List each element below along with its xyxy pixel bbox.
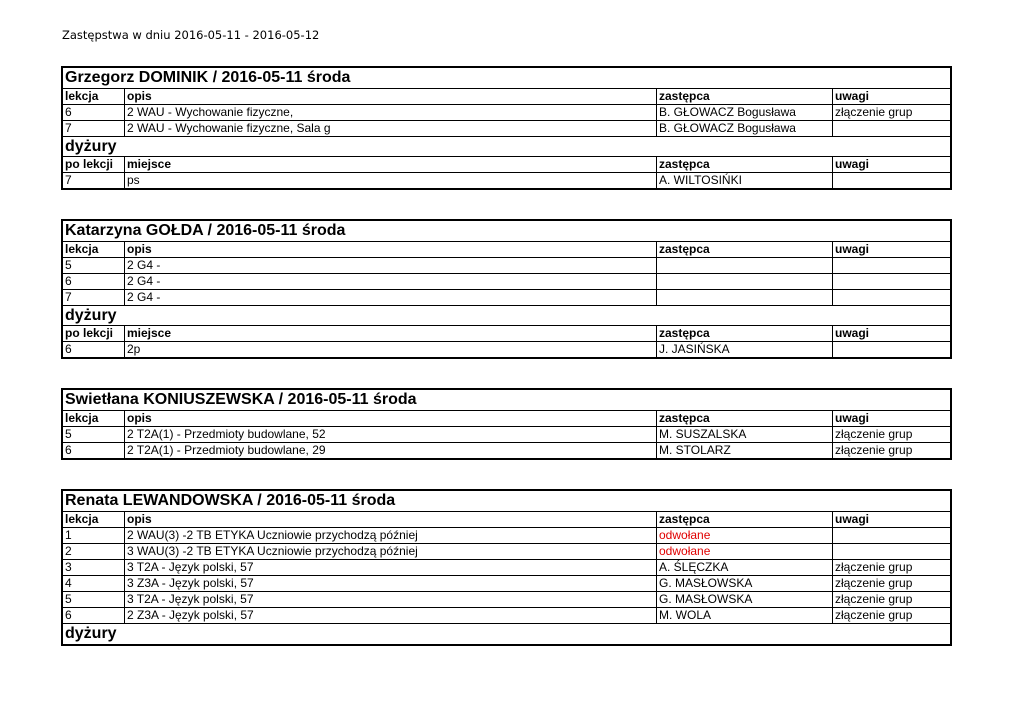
table-header [63, 411, 950, 427]
teacher-title: Renata LEWANDOWSKA / 2016-05-11 środa [63, 491, 950, 512]
table-row [63, 443, 950, 458]
lekcja-cell: 6 [63, 608, 125, 623]
teacher-title: Katarzyna GOŁDA / 2016-05-11 środa [63, 221, 950, 242]
zastepca-cell [657, 290, 833, 305]
zastepca-cell: B. GŁOWACZ Bogusława [657, 105, 833, 120]
uwagi-cell [833, 121, 950, 136]
table-row [63, 427, 950, 443]
miejsce-cell: 2p [125, 342, 657, 357]
opis-cell: 2 T2A(1) - Przedmioty budowlane, 52 [125, 427, 657, 442]
zastepca-cell: odwołane [657, 544, 833, 559]
opis-cell: 2 WAU - Wychowanie fizyczne, [125, 105, 657, 120]
opis-cell: 3 WAU(3) -2 TB ETYKA Uczniowie przychodzą później [125, 544, 657, 559]
table-row [63, 608, 950, 624]
col-zastepca: zastępca [657, 242, 833, 257]
col-zastepca: zastępca [657, 512, 833, 527]
uwagi-cell: złączenie grup [835, 443, 913, 457]
miejsce-cell: ps [125, 173, 657, 188]
lekcja-cell: 5 [63, 258, 125, 273]
po-lekcji-cell: 6 [63, 342, 125, 357]
uwagi-cell: złączenie grup [835, 427, 913, 441]
opis-cell: 3 Z3A - Język polski, 57 [125, 576, 657, 591]
zastepca-cell: J. JASIŃSKA [657, 342, 833, 357]
uwagi-cell: złączenie grup [835, 576, 913, 590]
col-uwagi: uwagi [835, 242, 870, 256]
col-lekcja: lekcja [63, 512, 125, 527]
opis-cell: 2 G4 - [125, 258, 657, 273]
lekcja-cell: 7 [63, 290, 125, 305]
teacher-block-dominik [61, 66, 952, 190]
col-lekcja: lekcja [63, 242, 125, 257]
table-row [63, 105, 950, 121]
col-uwagi: uwagi [835, 89, 870, 103]
zastepca-cell: G. MASŁOWSKA [657, 576, 833, 591]
uwagi-cell: złączenie grup [835, 592, 913, 606]
table-row [63, 121, 950, 137]
uwagi-cell [833, 342, 950, 357]
duty-header [63, 326, 950, 342]
col-miejsce: miejsce [125, 157, 657, 172]
table-row [63, 528, 950, 544]
uwagi-cell [833, 544, 950, 559]
opis-cell: 2 G4 - [125, 274, 657, 289]
table-row [63, 258, 950, 274]
opis-cell: 2 WAU - Wychowanie fizyczne, Sala g [125, 121, 657, 136]
lekcja-cell: 6 [63, 274, 125, 289]
lekcja-cell: 5 [63, 592, 125, 607]
uwagi-cell: złączenie grup [835, 608, 913, 622]
lekcja-cell: 3 [63, 560, 125, 575]
col-lekcja: lekcja [63, 89, 125, 104]
zastepca-cell: A. WILTOSIŃKI [657, 173, 833, 188]
teacher-title: Grzegorz DOMINIK / 2016-05-11 środa [63, 68, 950, 89]
zastepca-cell: A. ŚLĘCZKA [657, 560, 833, 575]
teacher-block-lewandowska [61, 489, 952, 646]
col-zastepca: zastępca [657, 326, 833, 341]
teacher-block-koniuszewska [61, 388, 952, 460]
col-opis: opis [125, 411, 657, 426]
col-zastepca: zastępca [657, 157, 833, 172]
po-lekcji-cell: 7 [63, 173, 125, 188]
opis-cell: 3 T2A - Język polski, 57 [125, 592, 657, 607]
col-miejsce: miejsce [125, 326, 657, 341]
lekcja-cell: 6 [63, 105, 125, 120]
duty-heading: dyżury [63, 137, 950, 157]
col-zastepca: zastępca [657, 89, 833, 104]
zastepca-cell: odwołane [657, 528, 833, 543]
zastepca-cell: M. SUSZALSKA [657, 427, 833, 442]
duty-heading: dyżury [63, 306, 950, 326]
opis-cell: 2 Z3A - Język polski, 57 [125, 608, 657, 623]
duty-row [63, 342, 950, 357]
table-row [63, 290, 950, 306]
uwagi-cell [833, 258, 950, 273]
lekcja-cell: 1 [63, 528, 125, 543]
zastepca-cell: B. GŁOWACZ Bogusława [657, 121, 833, 136]
table-header [63, 89, 950, 105]
col-opis: opis [125, 89, 657, 104]
col-opis: opis [125, 512, 657, 527]
uwagi-cell [833, 528, 950, 543]
table-row [63, 576, 950, 592]
lekcja-cell: 7 [63, 121, 125, 136]
col-opis: opis [125, 242, 657, 257]
teacher-title: Swietłana KONIUSZEWSKA / 2016-05-11 środa [63, 390, 950, 411]
duty-header [63, 157, 950, 173]
uwagi-cell [833, 290, 950, 305]
table-row [63, 274, 950, 290]
lekcja-cell: 5 [63, 427, 125, 442]
uwagi-cell: złączenie grup [835, 560, 913, 574]
col-uwagi: uwagi [835, 411, 870, 425]
page-header: Zastępstwa w dniu 2016-05-11 - 2016-05-12 [62, 28, 320, 42]
col-zastepca: zastępca [657, 411, 833, 426]
table-header [63, 242, 950, 258]
table-row [63, 544, 950, 560]
table-row [63, 592, 950, 608]
duty-heading: dyżury [65, 625, 117, 642]
uwagi-cell [833, 274, 950, 289]
col-uwagi: uwagi [835, 326, 870, 340]
table-header [63, 512, 950, 528]
col-lekcja: lekcja [63, 411, 125, 426]
col-po-lekcji: po lekcji [63, 326, 125, 341]
uwagi-cell [833, 173, 950, 188]
teacher-block-golda [61, 219, 952, 359]
zastepca-cell [657, 274, 833, 289]
lekcja-cell: 4 [63, 576, 125, 591]
opis-cell: 2 T2A(1) - Przedmioty budowlane, 29 [125, 443, 657, 458]
col-po-lekcji: po lekcji [63, 157, 125, 172]
opis-cell: 2 G4 - [125, 290, 657, 305]
table-row [63, 560, 950, 576]
duty-row [63, 173, 950, 188]
uwagi-cell: złączenie grup [835, 105, 913, 119]
zastepca-cell [657, 258, 833, 273]
zastepca-cell: M. WOLA [657, 608, 833, 623]
zastepca-cell: M. STOLARZ [657, 443, 833, 458]
zastepca-cell: G. MASŁOWSKA [657, 592, 833, 607]
col-uwagi: uwagi [835, 512, 870, 526]
col-uwagi: uwagi [835, 157, 870, 171]
opis-cell: 3 T2A - Język polski, 57 [125, 560, 657, 575]
lekcja-cell: 6 [63, 443, 125, 458]
lekcja-cell: 2 [63, 544, 125, 559]
opis-cell: 2 WAU(3) -2 TB ETYKA Uczniowie przychodzą później [125, 528, 657, 543]
